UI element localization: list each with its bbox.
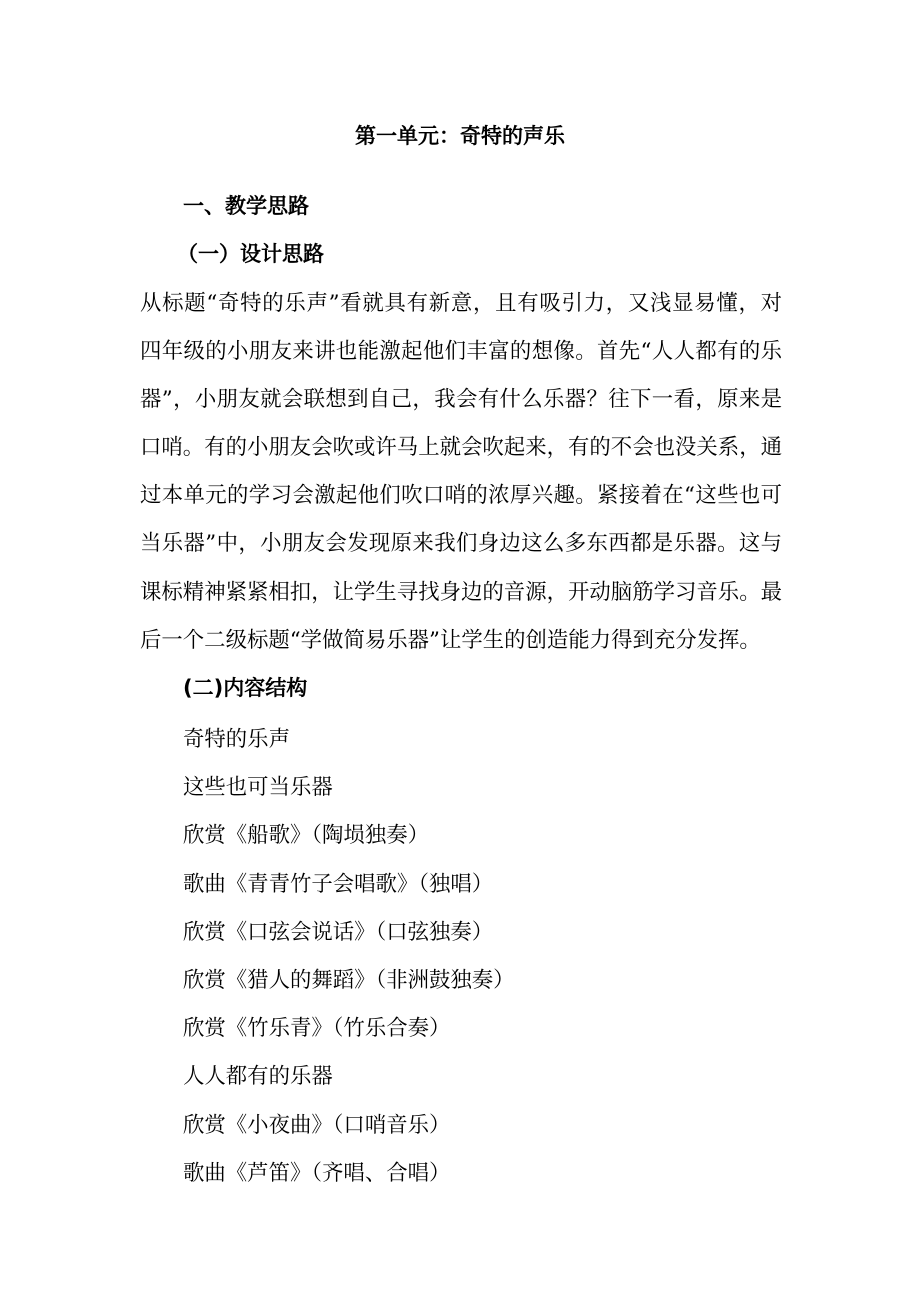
section-heading-teaching-approach: 一、教学思路 (183, 194, 309, 218)
list-item: 人人都有的乐器 (183, 1064, 333, 1090)
content-structure-list (183, 716, 515, 1198)
list-item: 欣赏《小夜曲》（口哨音乐） (183, 1112, 451, 1138)
list-item: 这些也可当乐器 (183, 775, 333, 801)
subsection-heading-design-approach: （一）设计思路 (177, 242, 324, 266)
list-item: 歌曲《芦笛》（齐唱、合唱） (183, 1160, 451, 1186)
list-item: 欣赏《猎人的舞蹈》（非洲鼓独奏） (183, 967, 515, 993)
subsection-heading-content-structure: (二)内容结构 (183, 676, 308, 700)
design-approach-paragraph: 从标题“奇特的乐声”看就具有新意，且有吸引力，又浅显易懂，对四年级的小朋友来讲也能激起他们丰富的想像。首先“人人都有的乐器”，小朋友就会联想到自己，我会有什么乐器？往下一看，原来是口哨。有的小朋友会吹或许马上就会吹起来，有的不会也没关系，通过本单元的学习会激起他们吹口哨的浓厚兴趣。紧接着在“这些也可当乐器”中，小朋友会发现原来我们身边这么多东西都是乐器。这与课标精神紧紧相扣，让学生寻找身边的音源，开动脑筋学习音乐。最后一个二级标题“学做简易乐器”让学生的创造能力得到充分发挥。 (140, 291, 782, 653)
list-item: 欣赏《口弦会说话》（口弦独奏） (183, 919, 494, 945)
list-item: 歌曲《青青竹子会唱歌》（独唱） (183, 871, 494, 897)
list-item: 欣赏《竹乐青》（竹乐合奏） (183, 1016, 451, 1042)
list-item: 奇特的乐声 (183, 727, 290, 752)
page-title: 第一单元：奇特的声乐 (355, 124, 565, 148)
list-item: 欣赏《船歌》（陶埙独奏） (183, 823, 429, 849)
